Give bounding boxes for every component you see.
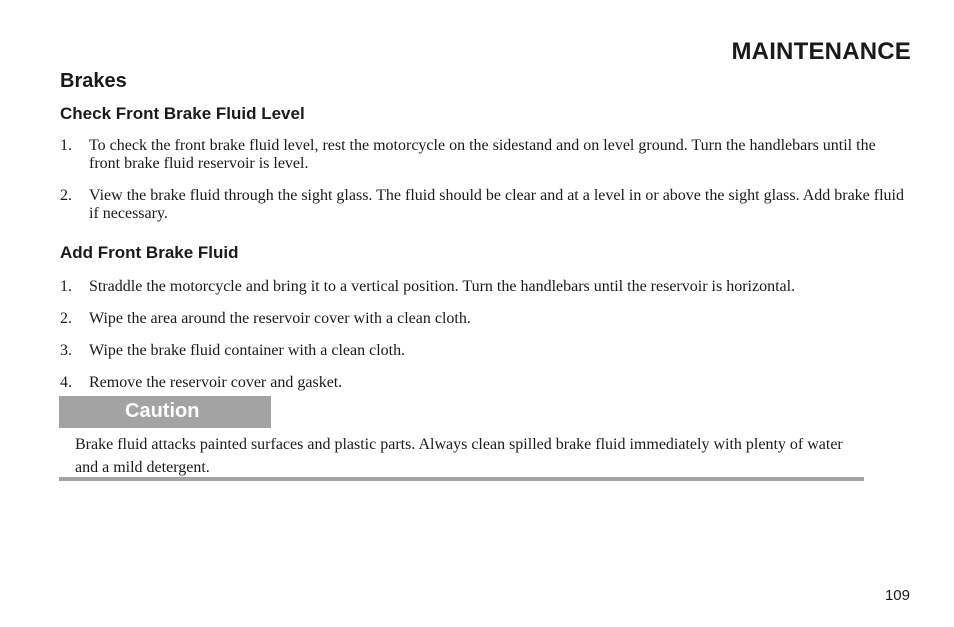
caution-text: Brake fluid attacks painted surfaces and plastic parts. Always clean spilled brake fluid immediately with plenty of water and a mild detergent. (75, 436, 843, 476)
step-text: Wipe the brake fluid container with a clean cloth. (89, 342, 406, 359)
subsection-title-add-fluid: Add Front Brake Fluid (60, 243, 239, 262)
list-item (60, 342, 910, 360)
step-text: Wipe the area around the reservoir cover with a clean cloth. (89, 310, 471, 327)
page-number: 109 (884, 587, 910, 604)
list-item (60, 374, 910, 392)
step-number: 1. (60, 278, 72, 295)
list-item (60, 278, 910, 296)
list-item (60, 137, 910, 173)
check-fluid-steps (60, 137, 910, 237)
step-number: 3. (60, 342, 72, 359)
step-number: 1. (60, 137, 72, 154)
list-item (60, 310, 910, 328)
step-text: To check the front brake fluid level, rest the motorcycle on the sidestand and on level ground. Turn the handlebars until the front brake fluid reservoir is level. (89, 137, 876, 172)
add-fluid-steps (60, 278, 910, 406)
list-item (60, 187, 910, 223)
step-number: 2. (60, 310, 72, 327)
caution-divider (59, 477, 864, 481)
step-number: 4. (60, 374, 72, 391)
step-text: View the brake fluid through the sight glass. The fluid should be clear and at a level in or above the sight glass. Add brake fluid if necessary. (89, 187, 904, 222)
page-header-title: MAINTENANCE (731, 38, 911, 65)
step-text: Straddle the motorcycle and bring it to a vertical position. Turn the handlebars until the reservoir is horizontal. (89, 278, 796, 295)
subsection-title-check-fluid: Check Front Brake Fluid Level (60, 104, 305, 123)
step-text: Remove the reservoir cover and gasket. (89, 374, 343, 391)
section-title: Brakes (60, 70, 127, 92)
step-number: 2. (60, 187, 72, 204)
caution-label: Caution (59, 396, 271, 428)
